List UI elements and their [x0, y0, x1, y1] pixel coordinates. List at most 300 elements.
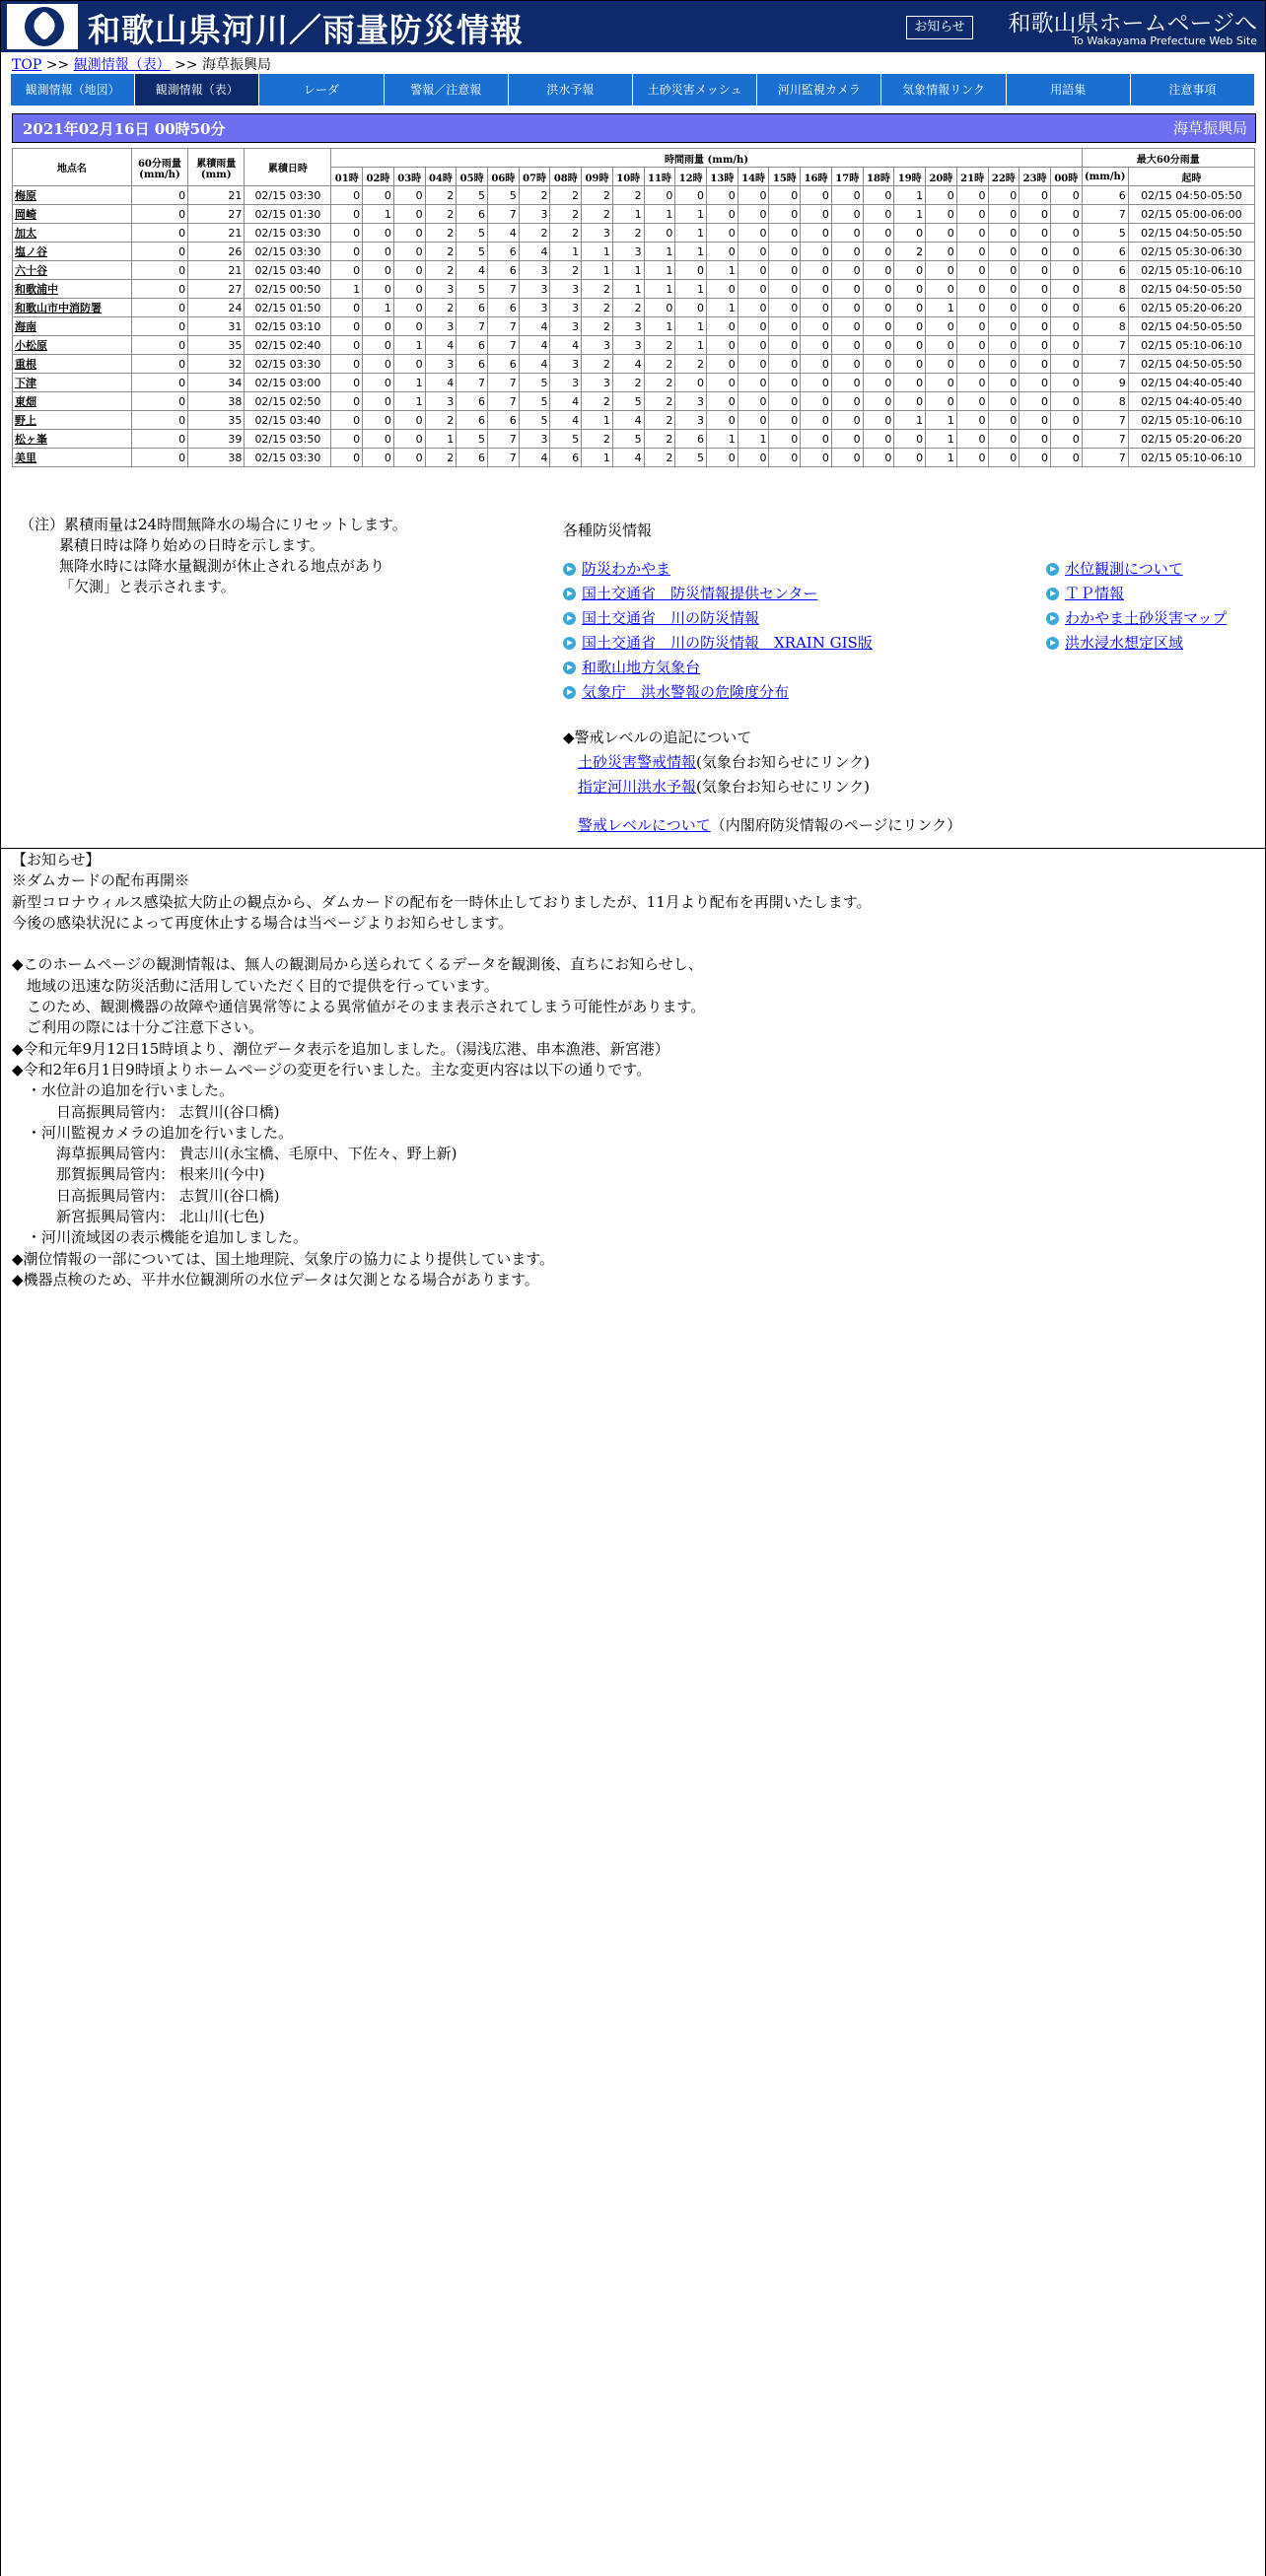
- hourly-rain-cell: 3: [519, 430, 550, 449]
- hourly-rain-cell: 3: [519, 299, 550, 317]
- hourly-rain-cell: 0: [331, 430, 363, 449]
- hourly-rain-cell: 6: [675, 430, 707, 449]
- header: [1, 1, 1265, 52]
- hourly-rain-cell: 1: [926, 299, 957, 317]
- cumulative-rain-cell: 39: [188, 430, 245, 449]
- hourly-rain-cell: 7: [488, 374, 520, 392]
- notice-button[interactable]: お知らせ: [906, 16, 973, 39]
- hourly-rain-cell: 0: [831, 299, 863, 317]
- hourly-rain-cell: 0: [831, 280, 863, 299]
- cumulative-rain-cell: 27: [188, 205, 245, 224]
- col-header-max60-unit: (mm/h): [1082, 168, 1128, 186]
- main-nav-tabs: [11, 74, 1255, 107]
- hourly-rain-cell: 0: [956, 430, 988, 449]
- hourly-rain-cell: 0: [707, 336, 738, 355]
- arrow-icon: [1046, 563, 1059, 576]
- related-info-item: [1046, 557, 1227, 582]
- hourly-rain-cell: 0: [926, 243, 957, 261]
- arrow-icon: [563, 612, 576, 625]
- rain-60min-cell: 0: [131, 317, 187, 336]
- max60-time-cell: 02/15 04:40-05:40: [1128, 374, 1254, 392]
- station-link[interactable]: 和歌浦中: [15, 283, 58, 296]
- hourly-rain-cell: 0: [393, 355, 425, 374]
- hourly-rain-cell: 7: [457, 317, 488, 336]
- hourly-rain-cell: 0: [988, 261, 1020, 280]
- hourly-rain-cell: 0: [738, 280, 769, 299]
- tab-3[interactable]: 警報／注意報: [385, 74, 509, 105]
- hourly-rain-cell: 7: [488, 205, 520, 224]
- hourly-rain-cell: 2: [582, 299, 613, 317]
- related-info-item: [1046, 631, 1227, 656]
- hourly-rain-cell: 2: [425, 224, 457, 243]
- cumulative-time-cell: 02/15 03:30: [245, 224, 331, 243]
- station-link[interactable]: 小松原: [15, 339, 47, 352]
- max60-time-cell: 02/15 05:30-06:30: [1128, 243, 1254, 261]
- hour-header: 20時: [926, 168, 957, 186]
- max60-time-cell: 02/15 04:50-05:50: [1128, 280, 1254, 299]
- hourly-rain-cell: 3: [550, 280, 582, 299]
- hourly-rain-cell: 0: [801, 374, 832, 392]
- hourly-rain-cell: 1: [926, 430, 957, 449]
- hourly-rain-cell: 7: [488, 392, 520, 411]
- col-header-hourly: 時間雨量 (mm/h): [331, 149, 1082, 168]
- hourly-rain-cell: 3: [582, 224, 613, 243]
- hourly-rain-cell: 0: [988, 355, 1020, 374]
- station-name-cell: [13, 392, 132, 411]
- table-row: [13, 411, 1255, 430]
- station-name-cell: [13, 355, 132, 374]
- hourly-rain-cell: 0: [831, 205, 863, 224]
- hourly-rain-cell: 0: [331, 243, 363, 261]
- hourly-rain-cell: 0: [988, 186, 1020, 205]
- cumulative-time-cell: 02/15 01:50: [245, 299, 331, 317]
- table-row: [13, 355, 1255, 374]
- hourly-rain-cell: 0: [926, 205, 957, 224]
- hourly-rain-cell: 0: [331, 392, 363, 411]
- hourly-rain-cell: 0: [801, 280, 832, 299]
- hourly-rain-cell: 1: [707, 299, 738, 317]
- hourly-rain-cell: 0: [801, 449, 832, 467]
- hourly-rain-cell: 6: [457, 411, 488, 430]
- col-header-60min: 60分雨量 (mm/h): [131, 149, 187, 186]
- station-link[interactable]: 加太: [15, 227, 36, 240]
- tab-6[interactable]: 河川監視カメラ: [757, 74, 881, 105]
- hourly-rain-cell: 2: [612, 374, 644, 392]
- hourly-rain-cell: 0: [956, 224, 988, 243]
- hourly-rain-cell: 6: [488, 243, 520, 261]
- hourly-rain-cell: 0: [956, 449, 988, 467]
- hourly-rain-cell: 6: [457, 205, 488, 224]
- related-info-link[interactable]: 水位観測について: [1065, 560, 1183, 578]
- hourly-rain-cell: 2: [894, 243, 926, 261]
- cumulative-time-cell: 02/15 03:10: [245, 317, 331, 336]
- hourly-rain-cell: 4: [612, 411, 644, 430]
- hourly-rain-cell: 6: [457, 336, 488, 355]
- hourly-rain-cell: 0: [988, 299, 1020, 317]
- hourly-rain-cell: 3: [612, 317, 644, 336]
- station-name-cell: [13, 261, 132, 280]
- cumulative-rain-cell: 38: [188, 449, 245, 467]
- arrow-icon: [563, 661, 576, 674]
- station-link[interactable]: 美里: [15, 452, 36, 464]
- hourly-rain-cell: 0: [956, 280, 988, 299]
- hourly-rain-cell: 1: [393, 374, 425, 392]
- arrow-icon: [563, 637, 576, 650]
- hourly-rain-cell: 0: [894, 299, 926, 317]
- hour-header: 15時: [769, 168, 801, 186]
- hourly-rain-cell: 0: [769, 355, 801, 374]
- hourly-rain-cell: 0: [831, 392, 863, 411]
- hourly-rain-cell: 0: [801, 355, 832, 374]
- hourly-rain-cell: 0: [1050, 205, 1082, 224]
- station-name-cell: [13, 205, 132, 224]
- hourly-rain-cell: 0: [738, 205, 769, 224]
- disaster-info-link[interactable]: 国土交通省 防災情報提供センター: [582, 585, 818, 602]
- hourly-rain-cell: 7: [488, 430, 520, 449]
- disaster-info-item: [563, 631, 873, 656]
- prefecture-homepage-link[interactable]: [991, 3, 1263, 50]
- hourly-rain-cell: 0: [1020, 374, 1051, 392]
- hourly-rain-cell: 1: [675, 243, 707, 261]
- rain-60min-cell: 0: [131, 186, 187, 205]
- disaster-info-link[interactable]: 防災わかやま: [582, 560, 671, 578]
- cumulative-rain-cell: 27: [188, 280, 245, 299]
- cumulative-time-cell: 02/15 03:30: [245, 355, 331, 374]
- hourly-rain-cell: 0: [831, 449, 863, 467]
- hourly-rain-cell: 1: [675, 336, 707, 355]
- arrow-icon: [1046, 588, 1059, 600]
- station-link[interactable]: 岡崎: [15, 208, 36, 221]
- hourly-rain-cell: 0: [393, 243, 425, 261]
- hourly-rain-cell: 1: [707, 261, 738, 280]
- hourly-rain-cell: 0: [988, 411, 1020, 430]
- hourly-rain-cell: 0: [1020, 280, 1051, 299]
- max60-time-cell: 02/15 05:20-06:20: [1128, 299, 1254, 317]
- max60-cell: 6: [1082, 243, 1128, 261]
- station-name-cell: [13, 280, 132, 299]
- hourly-rain-cell: 2: [644, 392, 675, 411]
- station-link[interactable]: 東畑: [15, 395, 36, 408]
- hour-header: 18時: [863, 168, 894, 186]
- hourly-rain-cell: 2: [425, 449, 457, 467]
- tab-1[interactable]: 観測情報（表）: [135, 74, 259, 105]
- hourly-rain-cell: 0: [801, 186, 832, 205]
- tab-7[interactable]: 気象情報リンク: [881, 74, 1006, 105]
- hourly-rain-cell: 0: [831, 186, 863, 205]
- hourly-rain-cell: 0: [831, 355, 863, 374]
- hourly-rain-cell: 0: [956, 186, 988, 205]
- cumulative-time-cell: 02/15 02:40: [245, 336, 331, 355]
- cumulative-rain-cell: 21: [188, 261, 245, 280]
- hourly-rain-cell: 2: [644, 411, 675, 430]
- warning-level-section: [563, 726, 961, 838]
- rain-60min-cell: 0: [131, 411, 187, 430]
- hourly-rain-cell: 2: [550, 186, 582, 205]
- hourly-rain-cell: 3: [425, 317, 457, 336]
- hourly-rain-cell: 0: [707, 243, 738, 261]
- max60-time-cell: 02/15 04:50-05:50: [1128, 317, 1254, 336]
- hourly-rain-cell: 0: [988, 430, 1020, 449]
- hourly-rain-cell: 1: [550, 243, 582, 261]
- table-row: [13, 392, 1255, 411]
- links-right-column: [1046, 557, 1227, 656]
- hourly-rain-cell: 0: [363, 336, 394, 355]
- max60-time-cell: 02/15 05:10-06:10: [1128, 261, 1254, 280]
- hourly-rain-cell: 0: [863, 186, 894, 205]
- hourly-rain-cell: 0: [1020, 411, 1051, 430]
- hourly-rain-cell: 0: [331, 224, 363, 243]
- hourly-rain-cell: 1: [393, 336, 425, 355]
- hourly-rain-cell: 0: [956, 392, 988, 411]
- hourly-rain-cell: 0: [831, 243, 863, 261]
- tab-9[interactable]: 注意事項: [1131, 74, 1255, 105]
- flood-forecast-link[interactable]: 指定河川洪水予報: [578, 778, 697, 796]
- hourly-rain-cell: 0: [988, 224, 1020, 243]
- hourly-rain-cell: 0: [393, 205, 425, 224]
- station-link[interactable]: 松ヶ峯: [15, 433, 47, 446]
- hourly-rain-cell: 0: [331, 374, 363, 392]
- hourly-rain-cell: 3: [675, 392, 707, 411]
- col-header-max60-start: 起時: [1128, 168, 1254, 186]
- hourly-rain-cell: 0: [1050, 355, 1082, 374]
- hourly-rain-cell: 0: [801, 430, 832, 449]
- hourly-rain-cell: 0: [926, 336, 957, 355]
- hourly-rain-cell: 3: [550, 299, 582, 317]
- hourly-rain-cell: 1: [707, 430, 738, 449]
- table-row: [13, 374, 1255, 392]
- hourly-rain-cell: 0: [801, 392, 832, 411]
- hourly-rain-cell: 2: [582, 355, 613, 374]
- cumulative-time-cell: 02/15 00:50: [245, 280, 331, 299]
- hourly-rain-cell: 4: [550, 411, 582, 430]
- max60-time-cell: 02/15 04:50-05:50: [1128, 186, 1254, 205]
- hourly-rain-cell: 3: [550, 355, 582, 374]
- hourly-rain-cell: 1: [582, 411, 613, 430]
- hourly-rain-cell: 1: [363, 205, 394, 224]
- hourly-rain-cell: 1: [675, 280, 707, 299]
- arrow-icon: [563, 588, 576, 600]
- station-link[interactable]: 海南: [15, 320, 36, 333]
- hourly-rain-cell: 3: [550, 317, 582, 336]
- hourly-rain-cell: 0: [393, 280, 425, 299]
- related-info-link[interactable]: 洪水浸水想定区域: [1065, 634, 1184, 652]
- hourly-rain-cell: 2: [425, 261, 457, 280]
- tab-4[interactable]: 洪水予報: [509, 74, 633, 105]
- disaster-info-link[interactable]: 国土交通省 川の防災情報 XRAIN GIS版: [582, 634, 873, 652]
- link-note: （内閣府防災情報のページにリンク）: [710, 816, 962, 834]
- hourly-rain-cell: 0: [1050, 430, 1082, 449]
- related-info-link[interactable]: ＴＰ情報: [1065, 585, 1125, 602]
- station-link[interactable]: 下津: [15, 377, 36, 389]
- hourly-rain-cell: 2: [425, 299, 457, 317]
- warning-level-link[interactable]: 警戒レベルについて: [578, 816, 711, 834]
- hourly-rain-cell: 0: [363, 374, 394, 392]
- table-row: [13, 243, 1255, 261]
- hourly-rain-cell: 4: [519, 317, 550, 336]
- hourly-rain-cell: 0: [707, 355, 738, 374]
- station-link[interactable]: 梅原: [15, 189, 36, 202]
- breadcrumb: [12, 54, 271, 74]
- sediment-warning-link[interactable]: 土砂災害警戒情報: [578, 753, 697, 771]
- hourly-rain-cell: 2: [675, 355, 707, 374]
- hourly-rain-cell: 0: [738, 392, 769, 411]
- hourly-rain-cell: 5: [612, 392, 644, 411]
- hourly-rain-cell: 0: [363, 430, 394, 449]
- hourly-rain-cell: 0: [894, 449, 926, 467]
- hourly-rain-cell: 0: [926, 355, 957, 374]
- hourly-rain-cell: 0: [956, 299, 988, 317]
- links-left-column: [563, 557, 873, 705]
- max60-cell: 8: [1082, 280, 1128, 299]
- cumulative-rain-cell: 35: [188, 411, 245, 430]
- hourly-rain-cell: 0: [738, 411, 769, 430]
- hourly-rain-cell: 0: [863, 336, 894, 355]
- hourly-rain-cell: 1: [582, 243, 613, 261]
- hourly-rain-cell: 0: [926, 392, 957, 411]
- hourly-rain-cell: 1: [425, 430, 457, 449]
- hourly-rain-cell: 0: [863, 355, 894, 374]
- hourly-rain-cell: 4: [425, 374, 457, 392]
- hourly-rain-cell: 0: [707, 224, 738, 243]
- hourly-rain-cell: 4: [425, 336, 457, 355]
- hourly-rain-cell: 0: [831, 317, 863, 336]
- station-link[interactable]: 六十谷: [15, 264, 47, 277]
- hourly-rain-cell: 2: [644, 336, 675, 355]
- station-link[interactable]: 和歌山市中消防署: [15, 302, 102, 314]
- hourly-rain-cell: 0: [1050, 317, 1082, 336]
- hourly-rain-cell: 0: [1050, 261, 1082, 280]
- prefecture-link-main: 和歌山県ホームページへ: [1008, 11, 1257, 36]
- disaster-info-item: [563, 582, 873, 606]
- hourly-rain-cell: 0: [769, 317, 801, 336]
- tab-5[interactable]: 土砂災害メッシュ: [633, 74, 757, 105]
- max60-time-cell: 02/15 05:20-06:20: [1128, 430, 1254, 449]
- station-name-cell: [13, 449, 132, 467]
- hour-header: 13時: [707, 168, 738, 186]
- col-header-max60: 最大60分雨量: [1082, 149, 1254, 168]
- hourly-rain-cell: 0: [769, 299, 801, 317]
- breadcrumb-observation-table[interactable]: 観測情報（表）: [73, 57, 171, 73]
- hourly-rain-cell: 0: [956, 205, 988, 224]
- station-link[interactable]: 塩ノ谷: [15, 245, 47, 258]
- hourly-rain-cell: 0: [707, 280, 738, 299]
- hourly-rain-cell: 2: [612, 224, 644, 243]
- station-name-cell: [13, 243, 132, 261]
- disaster-info-link[interactable]: 国土交通省 川の防災情報: [582, 609, 760, 627]
- hourly-rain-cell: 5: [519, 392, 550, 411]
- hourly-rain-cell: 1: [612, 280, 644, 299]
- table-row: [13, 261, 1255, 280]
- hourly-rain-cell: 0: [1050, 411, 1082, 430]
- hourly-rain-cell: 0: [363, 449, 394, 467]
- hourly-rain-cell: 0: [769, 205, 801, 224]
- rain-60min-cell: 0: [131, 449, 187, 467]
- hourly-rain-cell: 0: [393, 411, 425, 430]
- tab-8[interactable]: 用語集: [1007, 74, 1131, 105]
- links-title: 各種防災情報: [563, 522, 653, 539]
- hourly-rain-cell: 0: [769, 336, 801, 355]
- hourly-rain-cell: 5: [457, 186, 488, 205]
- cumulative-rain-cell: 32: [188, 355, 245, 374]
- hourly-rain-cell: 0: [894, 392, 926, 411]
- arrow-icon: [563, 563, 576, 576]
- hourly-rain-cell: 3: [425, 392, 457, 411]
- hourly-rain-cell: 0: [363, 411, 394, 430]
- hourly-rain-cell: 5: [550, 430, 582, 449]
- table-row: [13, 299, 1255, 317]
- related-info-link[interactable]: わかやま土砂災害マップ: [1065, 609, 1228, 627]
- max60-cell: 6: [1082, 299, 1128, 317]
- hourly-rain-cell: 6: [550, 449, 582, 467]
- station-link[interactable]: 野上: [15, 414, 36, 427]
- hourly-rain-cell: 0: [393, 186, 425, 205]
- table-row: [13, 280, 1255, 299]
- hourly-rain-cell: 0: [331, 317, 363, 336]
- hourly-rain-cell: 0: [801, 336, 832, 355]
- hourly-rain-cell: 0: [707, 317, 738, 336]
- hourly-rain-cell: 0: [738, 317, 769, 336]
- hourly-rain-cell: 0: [393, 261, 425, 280]
- station-link[interactable]: 重根: [15, 358, 36, 371]
- arrow-icon: [1046, 637, 1059, 650]
- hourly-rain-cell: 3: [582, 374, 613, 392]
- rain-60min-cell: 0: [131, 243, 187, 261]
- tab-0[interactable]: 観測情報（地図）: [11, 74, 135, 105]
- disaster-info-link[interactable]: 気象庁 洪水警報の危険度分布: [582, 683, 790, 701]
- hourly-rain-cell: 0: [801, 299, 832, 317]
- hourly-rain-cell: 0: [738, 299, 769, 317]
- hourly-rain-cell: 0: [738, 224, 769, 243]
- hourly-rain-cell: 0: [769, 224, 801, 243]
- hourly-rain-cell: 7: [488, 317, 520, 336]
- hourly-rain-cell: 6: [457, 355, 488, 374]
- max60-cell: 7: [1082, 355, 1128, 374]
- rainfall-table: [12, 148, 1255, 467]
- hourly-rain-cell: 4: [519, 336, 550, 355]
- hourly-rain-cell: 0: [363, 261, 394, 280]
- rain-60min-cell: 0: [131, 392, 187, 411]
- arrow-icon: [1046, 612, 1059, 625]
- hourly-rain-cell: 0: [831, 224, 863, 243]
- hourly-rain-cell: 1: [363, 299, 394, 317]
- hourly-rain-cell: 5: [519, 374, 550, 392]
- hourly-rain-cell: 0: [738, 355, 769, 374]
- hourly-rain-cell: 7: [488, 280, 520, 299]
- station-name-cell: [13, 186, 132, 205]
- hour-header: 04時: [425, 168, 457, 186]
- rain-60min-cell: 0: [131, 280, 187, 299]
- cumulative-time-cell: 02/15 03:40: [245, 411, 331, 430]
- hourly-rain-cell: 2: [425, 186, 457, 205]
- hour-header: 11時: [644, 168, 675, 186]
- hourly-rain-cell: 0: [863, 392, 894, 411]
- hourly-rain-cell: 0: [988, 336, 1020, 355]
- hourly-rain-cell: 4: [519, 355, 550, 374]
- station-name-cell: [13, 411, 132, 430]
- hour-header: 03時: [393, 168, 425, 186]
- date-bar: [12, 113, 1256, 143]
- hourly-rain-cell: 0: [393, 299, 425, 317]
- disaster-info-link[interactable]: 和歌山地方気象台: [582, 659, 701, 676]
- hourly-rain-cell: 0: [1020, 430, 1051, 449]
- hourly-rain-cell: 0: [1020, 243, 1051, 261]
- breadcrumb-top[interactable]: TOP: [12, 57, 42, 73]
- hourly-rain-cell: 0: [1020, 317, 1051, 336]
- hourly-rain-cell: 3: [675, 411, 707, 430]
- hourly-rain-cell: 0: [894, 336, 926, 355]
- tab-2[interactable]: レーダ: [259, 74, 384, 105]
- hour-header: 06時: [488, 168, 520, 186]
